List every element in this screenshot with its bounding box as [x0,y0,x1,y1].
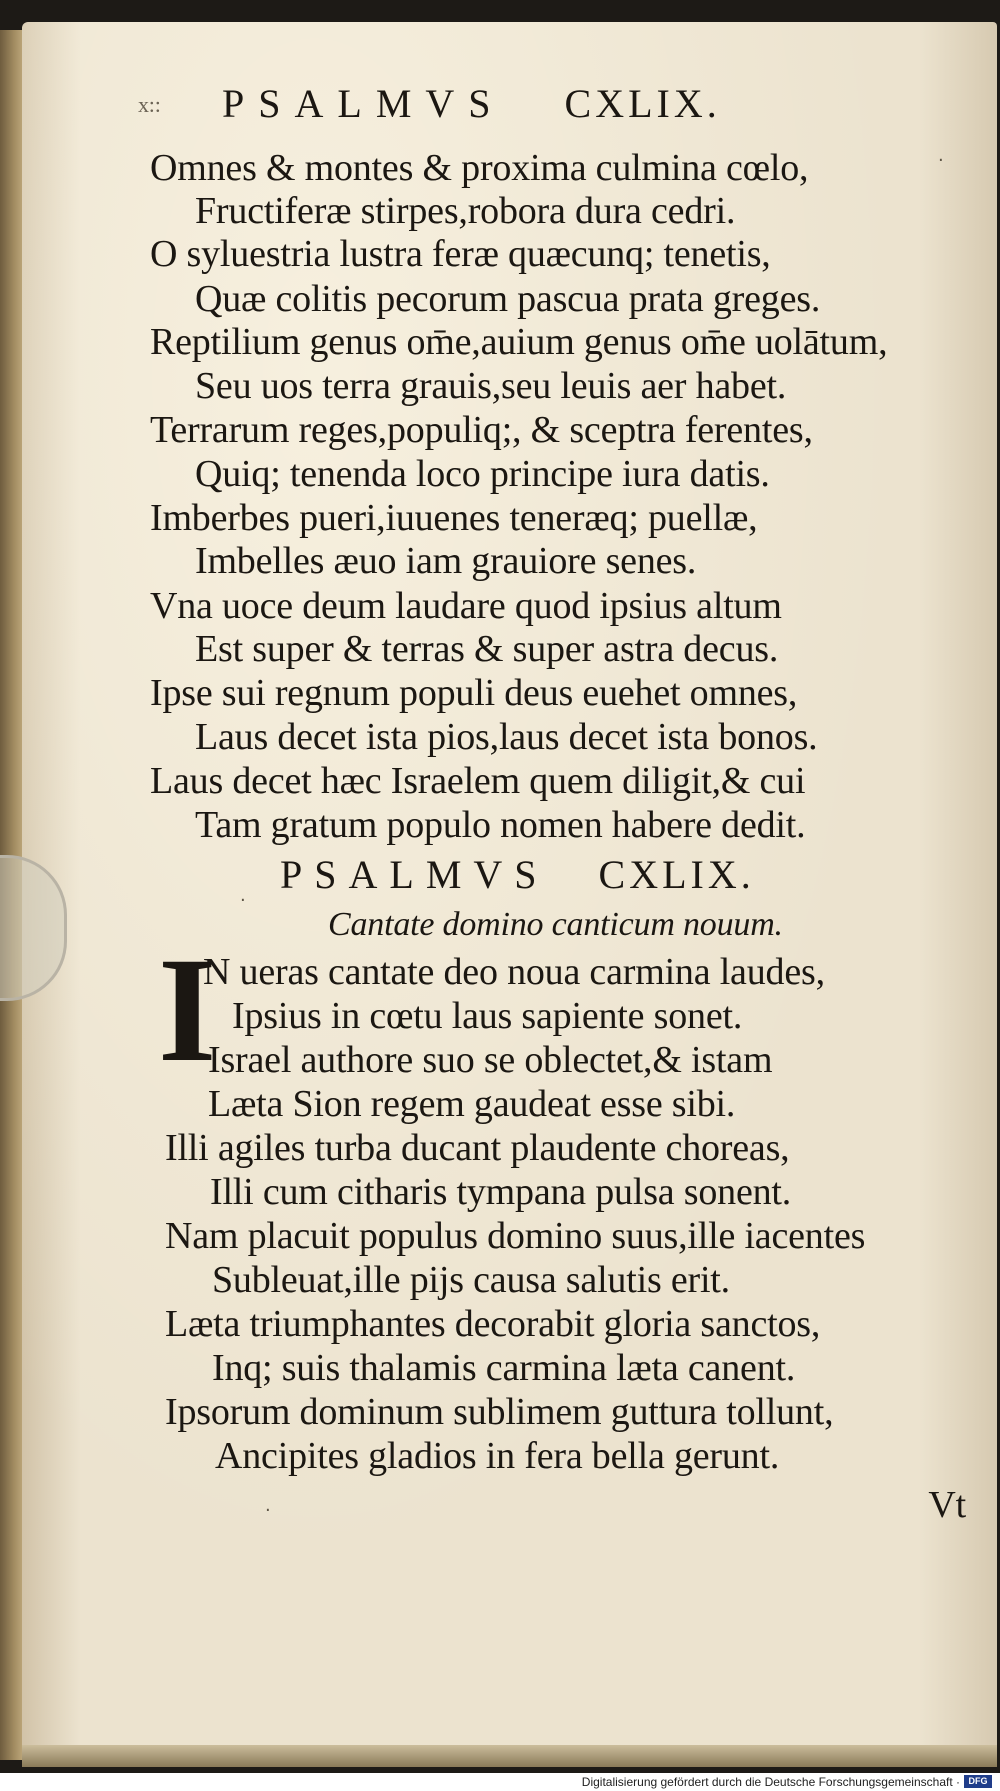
verse-line: Quiq; tenenda loco principe iura datis. [195,453,770,495]
verse-line: Laus decet ista pios,laus decet ista bonos. [195,716,818,758]
verse-line: Reptilium genus om̄e,auium genus om̄e uolātum, [150,321,888,363]
verse-line: Illi agiles turba ducant plaudente choreas, [165,1127,790,1169]
verse-line: Læta Sion regem gaudeat esse sibi. [208,1083,736,1125]
stain-mark: · [938,150,944,171]
verse-line: Est super & terras & super astra decus. [195,628,779,670]
verse-line: N ueras cantate deo noua carmina laudes, [203,951,825,993]
running-head [222,80,721,127]
stain-mark: · [265,1500,271,1521]
running-head-number: CXLIX. [564,81,721,126]
initial-letter: I [158,927,217,1093]
digitization-credit: Digitalisierung gefördert durch die Deutsche Forschungsgemeinschaft · [581,1775,960,1789]
verse-line: Vna uoce deum laudare quod ipsius altum [150,585,782,627]
stain-mark: · [240,890,246,911]
verse-line: Terrarum reges,populiq;, & sceptra ferentes, [150,409,813,451]
header-marks: x:: [138,92,161,117]
verse-line: Ancipites gladios in fera bella gerunt. [215,1435,780,1477]
page-bottom-edge [22,1745,997,1767]
verse-line: Nam placuit populus domino suus,ille iacentes [165,1215,866,1257]
verse-line: O syluestria lustra feræ quæcunq; tenetis, [150,233,771,275]
verse-line: Laus decet hæc Israelem quem diligit,& cui [150,760,806,802]
verse-line: Imbelles æuo iam grauiore senes. [195,540,697,582]
psalm-title-number: CXLIX. [598,852,755,897]
footer-bar [0,1773,1000,1791]
verse-line: Tam gratum populo nomen habere dedit. [195,804,806,846]
dfg-logo: DFG [964,1775,992,1788]
verse-line: Ipse sui regnum populi deus euehet omnes, [150,672,798,714]
verse-line: Inq; suis thalamis carmina læta canent. [212,1347,796,1389]
verse-line: Illi cum citharis tympana pulsa sonent. [210,1171,792,1213]
running-head-label: PSALMVS [222,81,505,126]
psalm-title [280,851,755,898]
psalm-title-label: PSALMVS [280,852,549,897]
verse-line: Imberbes pueri,iuuenes teneræq; puellæ, [150,497,758,539]
verse-line: Seu uos terra grauis,seu leuis aer habet. [195,365,787,407]
verse-line: Ipsorum dominum sublimem guttura tollunt, [165,1391,834,1433]
verse-line: Fructiferæ stirpes,robora dura cedri. [195,190,736,232]
verse-line: Ipsius in cœtu laus sapiente sonet. [232,995,743,1037]
verse-line: Læta triumphantes decorabit gloria sanctos, [165,1303,821,1345]
verse-line: Omnes & montes & proxima culmina cœlo, [150,147,809,189]
verse-line: Subleuat,ille pijs causa salutis erit. [212,1259,730,1301]
psalm-incipit: Cantate domino canticum nouum. [328,906,783,943]
verse-line: Quæ colitis pecorum pascua prata greges. [195,278,821,320]
verse-line: Israel authore suo se oblectet,& istam [208,1039,773,1081]
catchword: Vt [928,1484,966,1526]
